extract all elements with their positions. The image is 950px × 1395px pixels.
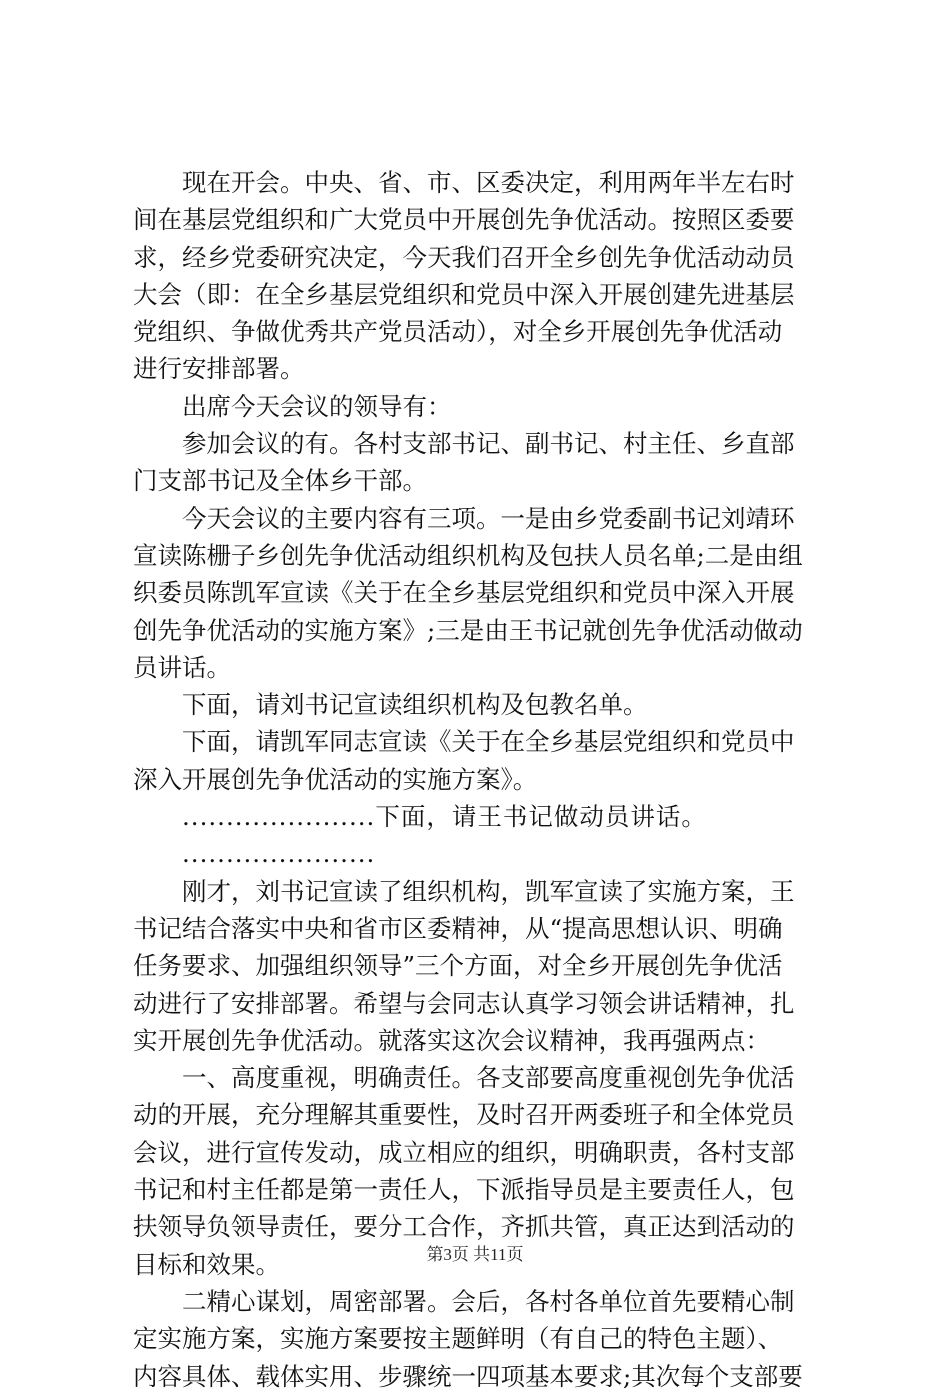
text-line: 织委员陈凯军宣读《关于在全乡基层党组织和党员中深入开展	[133, 578, 795, 608]
text-line: 刚才，刘书记宣读了组织机构，凯军宣读了实施方案，王	[182, 876, 795, 906]
text-line: 创先争优活动的实施方案》;三是由王书记就创先争优活动做动	[133, 615, 803, 645]
text-line: 实开展创先争优活动。就落实这次会议精神，我再强两点：	[133, 1025, 770, 1055]
text-line: 定实施方案，实施方案要按主题鲜明（有自己的特色主题）、	[133, 1324, 783, 1354]
text-line: 党组织、争做优秀共产党员活动），对全乡开展创先争优活动	[133, 317, 783, 347]
page-number-footer: 第3页 共11页	[426, 1245, 524, 1264]
text-line: 任务要求、加强组织领导”三个方面，对全乡开展创先争优活	[133, 951, 783, 981]
text-line: 门支部书记及全体乡干部。	[133, 466, 427, 496]
text-line: 间在基层党组织和广大党员中开展创先争优活动。按照区委要	[133, 205, 795, 235]
text-line: 书记和村主任都是第一责任人，下派指导员是主要责任人，包	[133, 1175, 795, 1205]
text-line: 一、高度重视，明确责任。各支部要高度重视创先争优活	[182, 1063, 795, 1093]
text-line: 现在开会。中央、省、市、区委决定，利用两年半左右时	[182, 168, 795, 197]
text-line: 目标和效果。	[133, 1249, 280, 1279]
text-line: ......................下面，请王书记做动员讲话。	[182, 802, 707, 832]
text-line: 宣读陈栅子乡创先争优活动组织机构及包扶人员名单;二是由组	[133, 540, 803, 570]
text-line: 动的开展，充分理解其重要性，及时召开两委班子和全体党员	[133, 1100, 795, 1130]
text-line: 下面，请凯军同志宣读《关于在全乡基层党组织和党员中	[182, 727, 795, 757]
text-line: 参加会议的有。各村支部书记、副书记、村主任、乡直部	[182, 429, 795, 459]
text-line: 求，经乡党委研究决定，今天我们召开全乡创先争优活动动员	[133, 242, 795, 272]
text-line: ......................	[182, 839, 376, 869]
text-line: 书记结合落实中央和省市区委精神，从“提高思想认识、明确	[133, 913, 783, 943]
text-line: 出席今天会议的领导有：	[182, 391, 452, 421]
text-line: 内容具体、载体实用、步骤统一四项基本要求;其次每个支部要	[133, 1361, 803, 1391]
text-line: 大会（即：在全乡基层党组织和党员中深入开展创建先进基层	[133, 279, 795, 309]
document-body	[133, 164, 833, 1395]
text-line: 今天会议的主要内容有三项。一是由乡党委副书记刘靖环	[182, 503, 795, 533]
text-line: 扶领导负领导责任，要分工合作，齐抓共管，真正达到活动的	[133, 1212, 795, 1242]
text-line: 员讲话。	[133, 652, 231, 682]
text-line: 进行安排部署。	[133, 354, 305, 384]
text-line: 会议，进行宣传发动，成立相应的组织，明确职责，各村支部	[133, 1137, 795, 1167]
text-line: 深入开展创先争优活动的实施方案》。	[133, 764, 538, 794]
text-line: 下面，请刘书记宣读组织机构及包教名单。	[182, 690, 648, 720]
text-line: 二精心谋划，周密部署。会后，各村各单位首先要精心制	[182, 1286, 795, 1316]
text-line: 动进行了安排部署。希望与会同志认真学习领会讲话精神，扎	[133, 988, 795, 1018]
